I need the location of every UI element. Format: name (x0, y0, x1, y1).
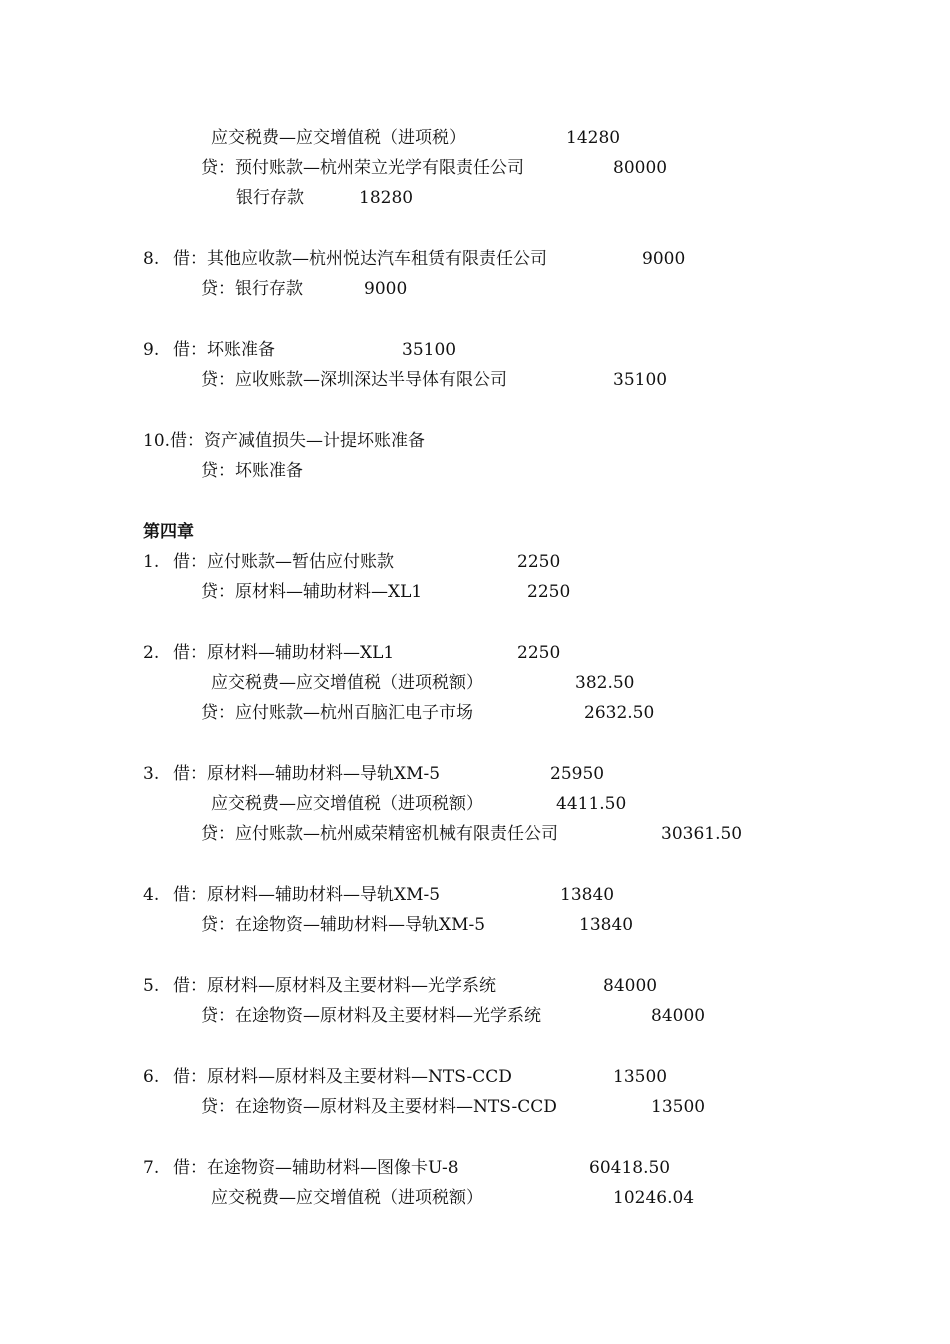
journal-line (0, 884, 950, 912)
amount-text: 382.50 (575, 673, 635, 693)
entry-number: 9. (143, 340, 160, 360)
account-text: 贷：应付账款—杭州百脑汇电子市场 (201, 703, 473, 723)
account-text: 借：原材料—辅助材料—XL1 (173, 643, 395, 663)
account-text: 借：原材料—辅助材料—导轨XM-5 (173, 885, 441, 905)
account-text: 借：其他应收款—杭州悦达汽车租赁有限责任公司 (173, 249, 547, 269)
account-text: 借：应付账款—暂估应付账款 (173, 552, 394, 572)
journal-line (0, 460, 950, 488)
amount-text: 9000 (642, 249, 686, 269)
amount-text: 35100 (613, 370, 668, 390)
entry-number: 1. (143, 552, 160, 572)
amount-text: 25950 (550, 764, 605, 784)
journal-line (0, 1005, 950, 1033)
amount-text: 84000 (603, 976, 658, 996)
journal-line (0, 1157, 950, 1185)
journal-line (0, 702, 950, 730)
amount-text: 2250 (517, 552, 561, 572)
journal-line (0, 187, 950, 215)
journal-line (0, 642, 950, 670)
amount-text: 10246.04 (613, 1188, 695, 1208)
amount-text: 13840 (560, 885, 615, 905)
journal-line (0, 127, 950, 155)
amount-text: 2250 (527, 582, 571, 602)
amount-text: 13500 (651, 1097, 706, 1117)
journal-line (0, 763, 950, 791)
amount-text: 4411.50 (556, 794, 627, 814)
amount-text: 80000 (613, 158, 668, 178)
account-text: 借：坏账准备 (173, 340, 275, 360)
account-text: 贷：原材料—辅助材料—XL1 (201, 582, 423, 602)
amount-text: 13500 (613, 1067, 668, 1087)
journal-line (0, 430, 950, 458)
journal-line (0, 369, 950, 397)
chapter-heading: 第四章 (143, 522, 194, 542)
account-text: 应交税费—应交增值税（进项税额） (211, 673, 483, 693)
journal-line (0, 551, 950, 579)
entry-number: 8. (143, 249, 160, 269)
account-text: 借：原材料—原材料及主要材料—NTS-CCD (173, 1067, 512, 1087)
journal-line (0, 975, 950, 1003)
account-text: 贷：应收账款—深圳深达半导体有限公司 (201, 370, 507, 390)
account-text: 贷：在途物资—原材料及主要材料—光学系统 (201, 1006, 541, 1026)
chapter-heading-line (0, 521, 950, 549)
account-text: 贷：在途物资—辅助材料—导轨XM-5 (201, 915, 486, 935)
journal-line (0, 672, 950, 700)
journal-line (0, 278, 950, 306)
journal-line (0, 581, 950, 609)
account-text: 借：原材料—辅助材料—导轨XM-5 (173, 764, 441, 784)
entry-number: 3. (143, 764, 160, 784)
journal-line (0, 248, 950, 276)
account-text: 贷：银行存款 (201, 279, 303, 299)
account-text: 贷：在途物资—原材料及主要材料—NTS-CCD (201, 1097, 557, 1117)
amount-text: 9000 (364, 279, 408, 299)
account-text: 应交税费—应交增值税（进项税额） (211, 1188, 483, 1208)
entry-number: 2. (143, 643, 160, 663)
account-text: 贷：坏账准备 (201, 461, 303, 481)
amount-text: 18280 (359, 188, 414, 208)
journal-line (0, 1096, 950, 1124)
journal-line (0, 914, 950, 942)
account-text: 贷：预付账款—杭州荣立光学有限责任公司 (201, 158, 524, 178)
amount-text: 13840 (579, 915, 634, 935)
account-text: 贷：应付账款—杭州威荣精密机械有限责任公司 (201, 824, 558, 844)
account-text: 借：在途物资—辅助材料—图像卡U-8 (173, 1158, 459, 1178)
entry-number: 4. (143, 885, 160, 905)
journal-line (0, 793, 950, 821)
amount-text: 60418.50 (589, 1158, 671, 1178)
amount-text: 30361.50 (661, 824, 743, 844)
amount-text: 2250 (517, 643, 561, 663)
journal-line (0, 157, 950, 185)
account-text: 应交税费—应交增值税（进项税） (211, 128, 466, 148)
journal-line (0, 1066, 950, 1094)
amount-text: 84000 (651, 1006, 706, 1026)
account-text: 应交税费—应交增值税（进项税额） (211, 794, 483, 814)
amount-text: 35100 (402, 340, 457, 360)
amount-text: 2632.50 (584, 703, 655, 723)
amount-text: 14280 (566, 128, 621, 148)
account-text: 银行存款 (236, 188, 304, 208)
entry-number: 6. (143, 1067, 160, 1087)
account-text: 10.借：资产减值损失—计提坏账准备 (143, 431, 426, 451)
journal-line (0, 339, 950, 367)
account-text: 借：原材料—原材料及主要材料—光学系统 (173, 976, 496, 996)
entry-number: 5. (143, 976, 160, 996)
entry-number: 7. (143, 1158, 160, 1178)
journal-line (0, 823, 950, 851)
journal-line (0, 1187, 950, 1215)
